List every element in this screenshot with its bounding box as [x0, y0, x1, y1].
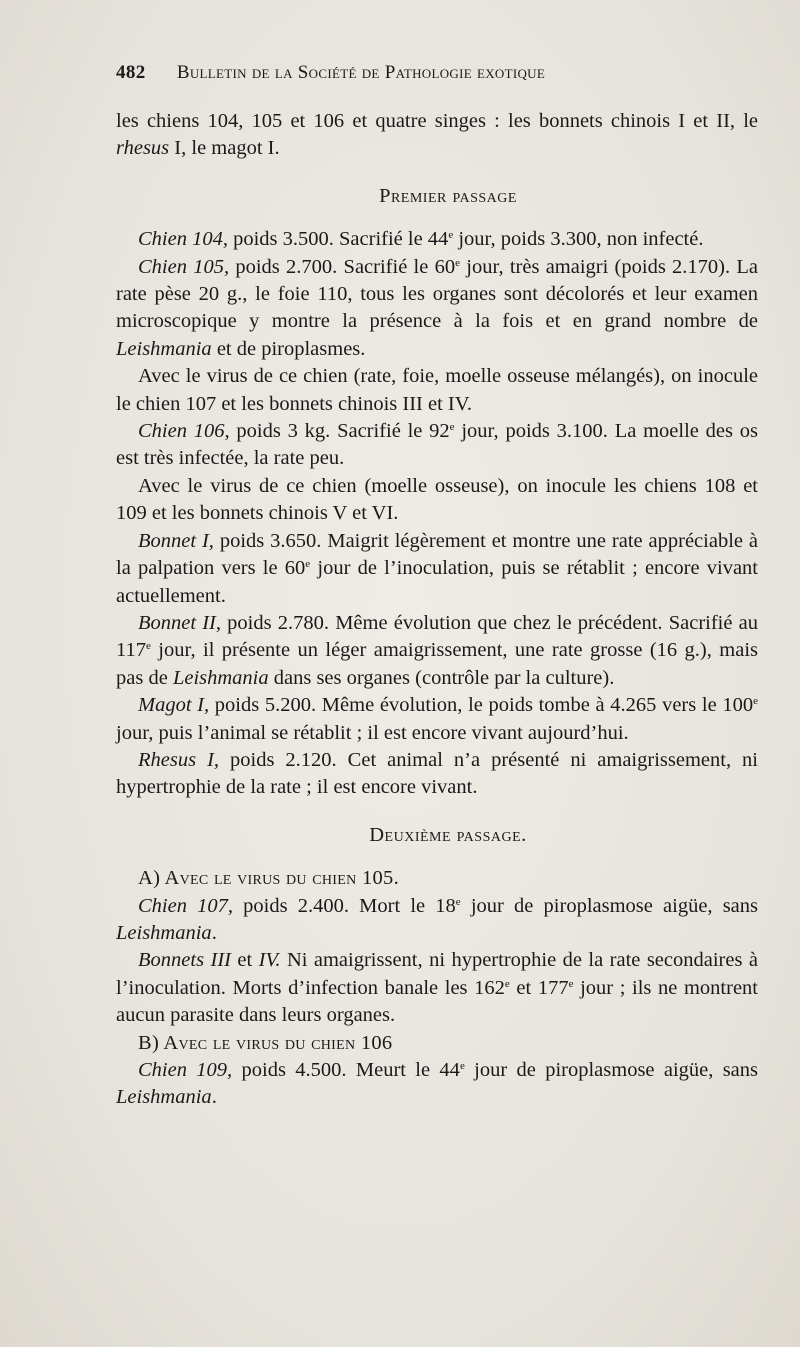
paragraph: Avec le virus de ce chien (moelle osseuse), on inocule les chiens 108 et 109 et les bonnets chinois V et VI. — [116, 474, 758, 525]
intro-paragraph: les chiens 104, 105 et 106 et quatre singes : les bonnets chinois I et II, le rhesus I, le magot I. — [116, 110, 758, 160]
paragraph: Bonnet I, poids 3.650. Maigrit légèrement et montre une rate appréciable à la palpation vers le 60e jour de l’inoculation, puis se rétablit ; encore vivant actuellement. — [116, 529, 758, 607]
paragraph: Rhesus I, poids 2.120. Cet animal n’a présenté ni amaigrissement, ni hypertrophie de la rate ; il est encore vivant. — [116, 748, 759, 799]
paragraph: Chien 105, poids 2.700. Sacrifié le 60e jour, très amaigri (poids 2.170). La rate pèse 20 g., le foie 110, tous les organes sont décolorés et leur examen microscopique y montre la présence à la fois et en grand nombre de Leishmania et de piroplasmes. — [116, 255, 759, 360]
paragraph: Bonnets III et IV. Ni amaigrissent, ni hypertrophie de la rate secondaires à l’inoculation. Morts d’infection banale les 162e et 177e jour ; ils ne montrent aucun parasite dans leurs organes. — [116, 949, 759, 1027]
paragraph: Chien 107, poids 2.400. Mort le 18e jour de piroplasmose aigüe, sans Leishmania. — [116, 894, 759, 944]
running-header — [116, 62, 796, 84]
paragraph: Avec le virus de ce chien (rate, foie, moelle osseuse mélangés), on inocule le chien 107 et les bonnets chinois III et IV. — [116, 365, 758, 415]
subsection-heading-a: A) Avec le virus du chien 105. — [138, 867, 400, 890]
running-title: Bulletin de la Société de Pathologie exotique — [176, 62, 546, 83]
paragraph: Chien 109, poids 4.500. Meurt le 44e jour de piroplasmose aigüe, sans Leishmania. — [116, 1059, 759, 1109]
paragraph: Bonnet II, poids 2.780. Même évolution que chez le précédent. Sacrifié au 117e jour, il présente un léger amaigrissement, une rate grosse (16 g.), mais pas de Leishmania dans ses organes (contrôle par la culture). — [116, 611, 758, 689]
page-number: 482 — [116, 62, 146, 83]
paragraph: Chien 104, poids 3.500. Sacrifié le 44e jour, poids 3.300, non infecté. — [138, 228, 704, 251]
section-heading-deuxieme-passage: Deuxième passage. — [369, 823, 527, 846]
section-heading-premier-passage: Premier passage — [379, 184, 517, 207]
article-body — [116, 108, 758, 1112]
paragraph: Magot I, poids 5.200. Même évolution, le poids tombe à 4.265 vers le 100e jour, puis l’animal se rétablit ; il est encore vivant aujourd’hui. — [116, 694, 758, 744]
subsection-heading-b: B) Avec le virus du chien 106 — [138, 1031, 393, 1054]
paragraph: Chien 106, poids 3 kg. Sacrifié le 92e jour, poids 3.100. La moelle des os est très infectée, la rate peu. — [116, 420, 758, 470]
